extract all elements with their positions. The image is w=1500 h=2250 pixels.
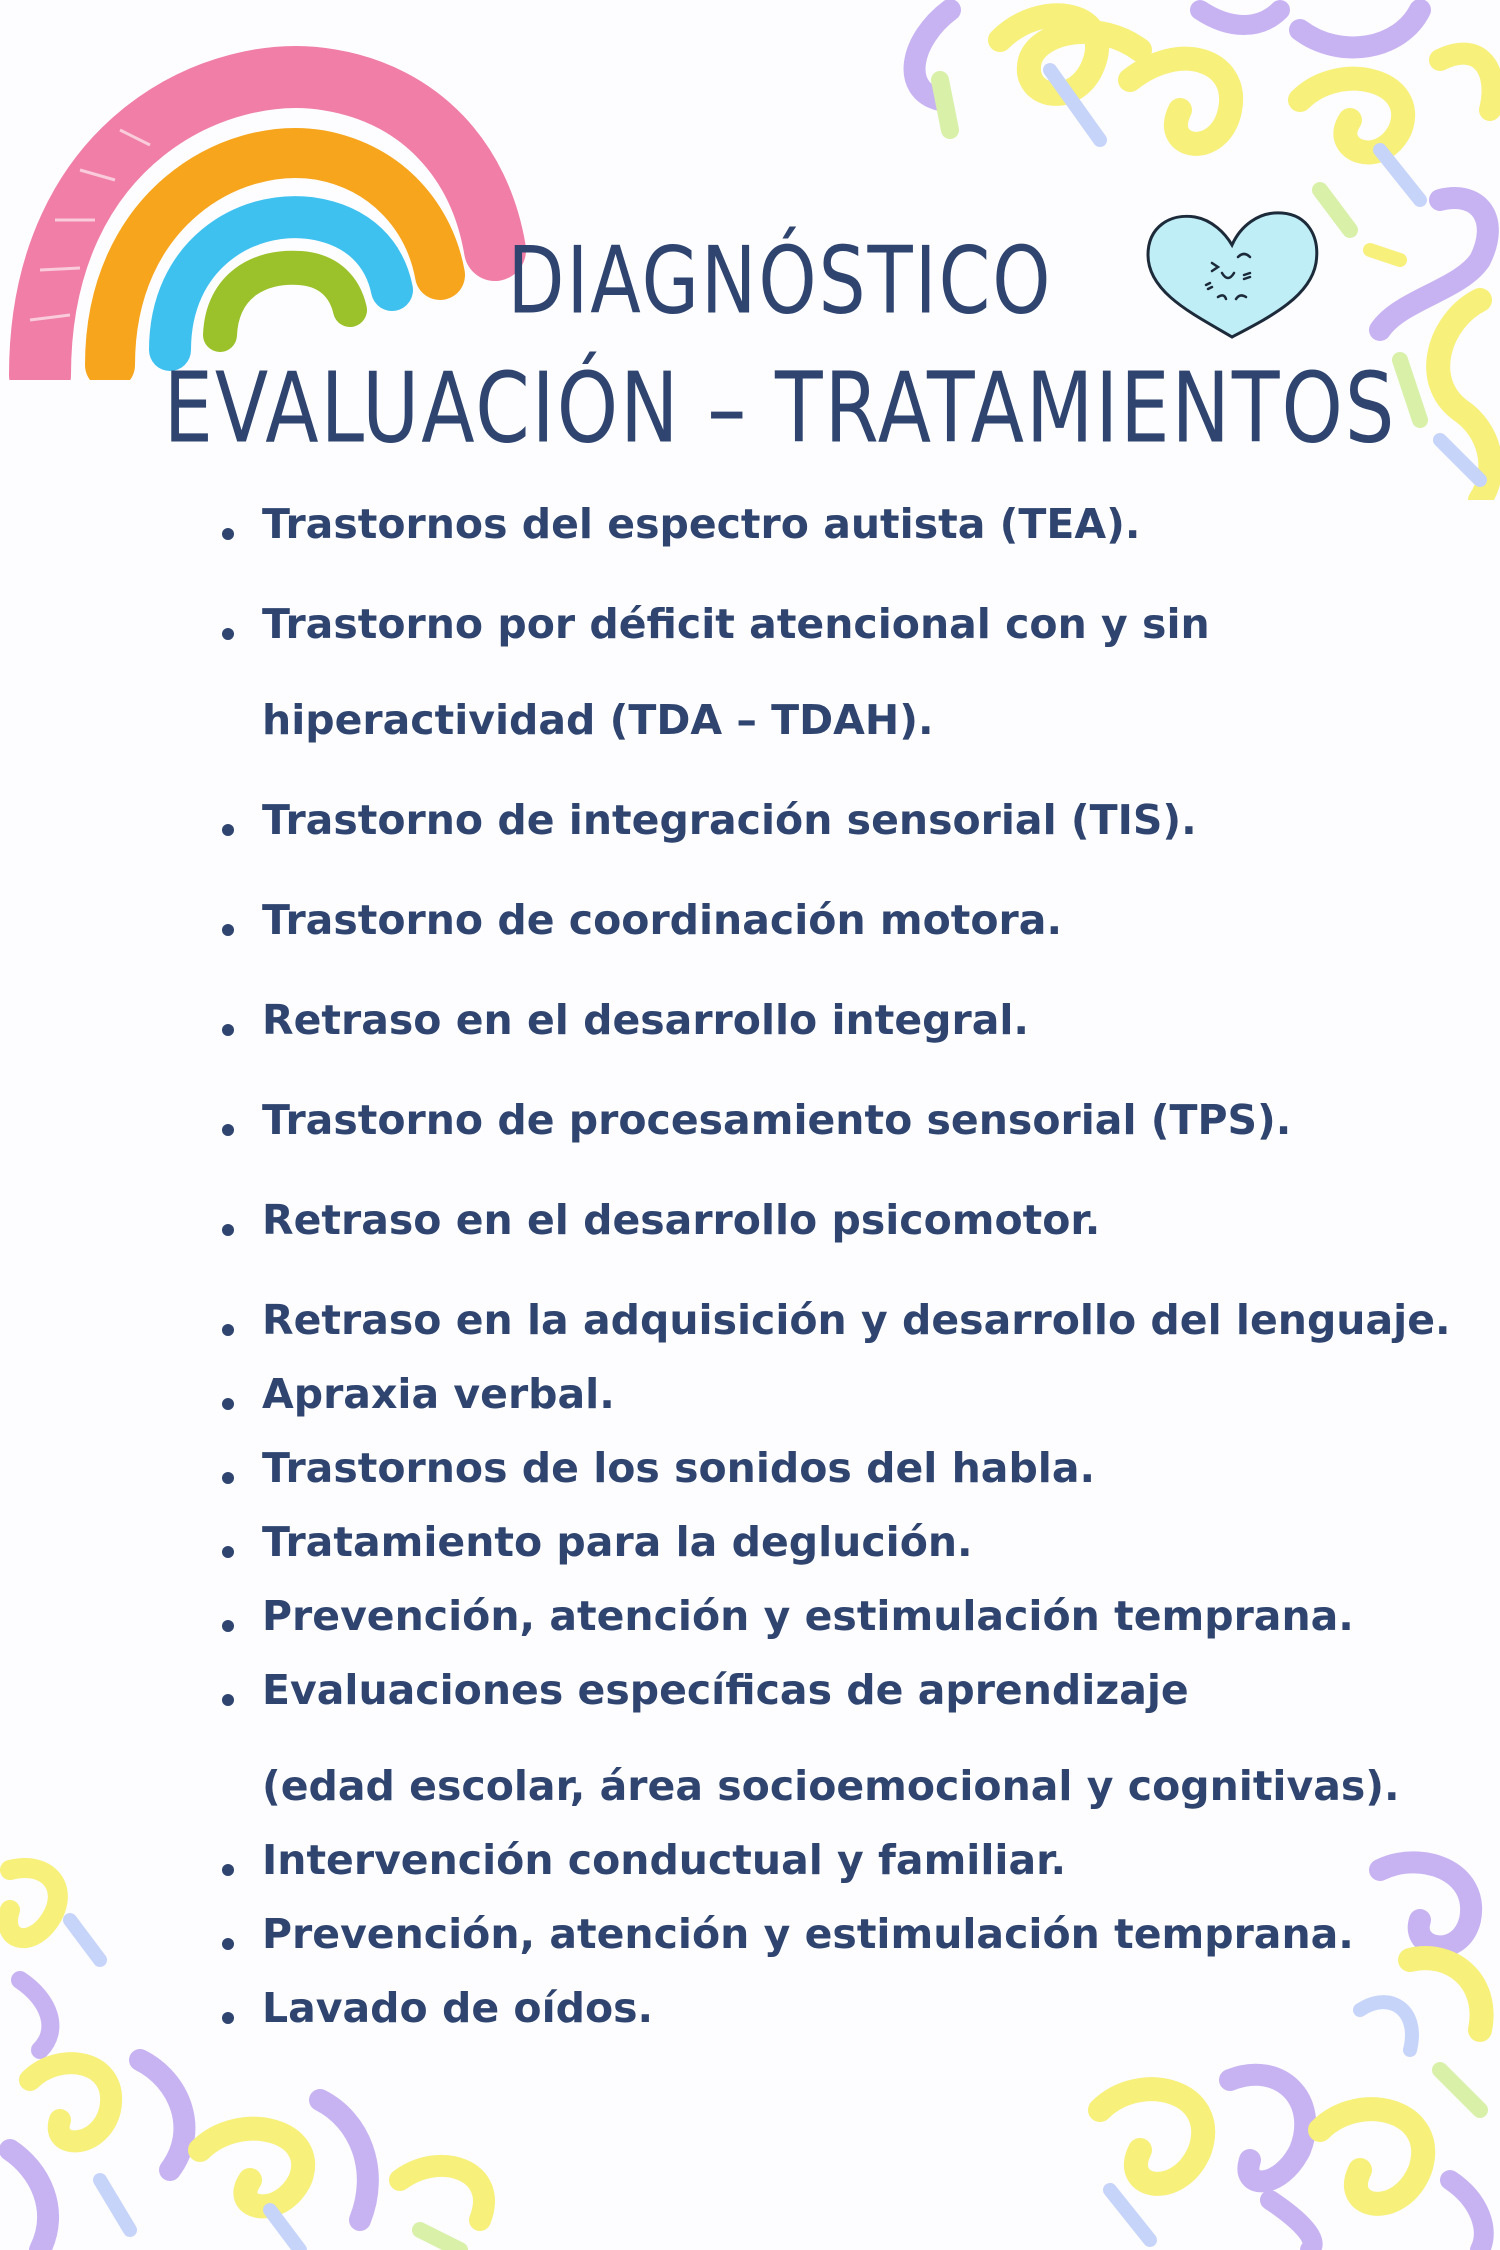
list-item-text: Trastorno de procesamiento sensorial (TPS). [262, 1096, 1292, 1144]
list-item-text: (edad escolar, área socioemocional y cognitivas). [262, 1762, 1400, 1810]
list-item-text: Trastorno por déficit atencional con y sin [262, 600, 1210, 648]
list-item-text: Prevención, atención y estimulación temprana. [262, 1592, 1354, 1640]
list-item [218, 1592, 1478, 1640]
list-item [218, 1444, 1478, 1492]
list-item [218, 1196, 1478, 1244]
list-item-text: Trastornos del espectro autista (TEA). [262, 500, 1141, 548]
list-item [218, 1096, 1478, 1144]
list-item [218, 1370, 1478, 1418]
list-item-text: Retraso en el desarrollo integral. [262, 996, 1030, 1044]
list-item [218, 1910, 1478, 1958]
list-item [218, 896, 1478, 944]
list-item-text: Evaluaciones específicas de aprendizaje [262, 1666, 1189, 1714]
list-item [218, 1984, 1478, 2032]
list-item-text: hiperactividad (TDA – TDAH). [262, 696, 934, 744]
list-item-text: Lavado de oídos. [262, 1984, 654, 2032]
page-subtitle: EVALUACIÓN – TRATAMIENTOS [163, 352, 1397, 466]
list-item-text: Trastorno de coordinación motora. [262, 896, 1063, 944]
list-item [218, 1836, 1478, 1884]
list-item [218, 1666, 1478, 1810]
services-list [218, 500, 1478, 2032]
list-item [218, 500, 1478, 548]
list-item [218, 600, 1478, 744]
list-item-text: Prevención, atención y estimulación temprana. [262, 1910, 1354, 1958]
list-item [218, 796, 1478, 844]
list-item-text: Retraso en el desarrollo psicomotor. [262, 1196, 1101, 1244]
list-item [218, 996, 1478, 1044]
list-item-text: Intervención conductual y familiar. [262, 1836, 1067, 1884]
list-item-text: Retraso en la adquisición y desarrollo del lenguaje. [262, 1296, 1451, 1344]
list-item-text: Trastornos de los sonidos del habla. [262, 1444, 1096, 1492]
list-item-text: Tratamiento para la deglución. [262, 1518, 973, 1566]
page-title: DIAGNÓSTICO [507, 227, 1053, 335]
list-item [218, 1518, 1478, 1566]
list-item-text: Trastorno de integración sensorial (TIS). [262, 796, 1197, 844]
list-item-text: Apraxia verbal. [262, 1370, 615, 1418]
list-item [218, 1296, 1478, 1344]
